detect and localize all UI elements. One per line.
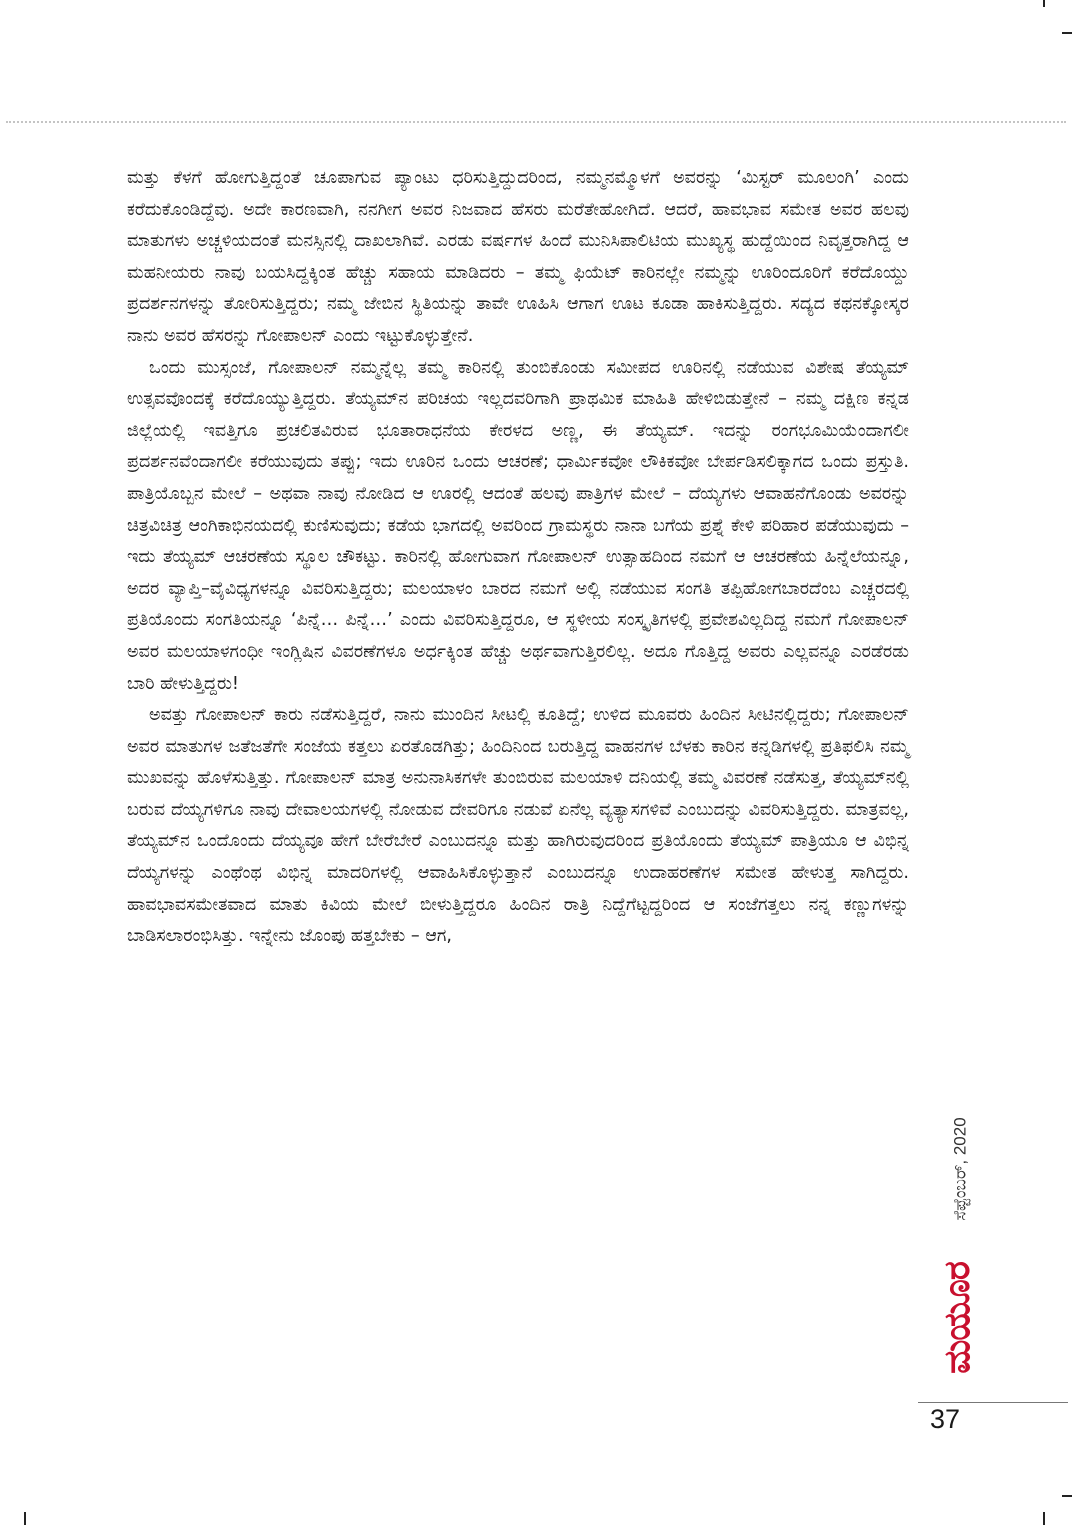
crop-mark-bottom-right — [1043, 1512, 1045, 1525]
crop-mark-bottom-left — [24, 1512, 26, 1525]
paragraph-1: ಮತ್ತು ಕೆಳಗೆ ಹೋಗುತ್ತಿದ್ದಂತೆ ಚೂಪಾಗುವ ಪ್ಯಾಂಟು ಧರಿಸುತ್ತಿದ್ದುದರಿಂದ, ನಮ್ಮನಮ್ಮೊಳಗೆ ಅವರನ್ನು ‘ಮಿಸ್ಟರ್ ಮೂಲಂಗಿ’ ಎಂದು ಕರೆದುಕೊಂಡಿದ್ದೆವು. ಅದೇ ಕಾರಣವಾಗಿ, ನನಗೀಗ ಅವರ ನಿಜವಾದ ಹೆಸರು ಮರೆತೇಹೋಗಿದೆ. ಆದರೆ, ಹಾವಭಾವ ಸಮೇತ ಅವರ ಹಲವು ಮಾತುಗಳು ಅಚ್ಚಳಿಯದಂತೆ ಮನಸ್ಸಿನಲ್ಲಿ ದಾಖಲಾಗಿವೆ. ಎರಡು ವರ್ಷಗಳ ಹಿಂದೆ ಮುನಿಸಿಪಾಲಿಟಿಯ ಮುಖ್ಯಸ್ಥ ಹುದ್ದೆಯಿಂದ ನಿವೃತ್ತರಾಗಿದ್ದ ಆ ಮಹನೀಯರು ನಾವು ಬಯಸಿದ್ದಕ್ಕಿಂತ ಹೆಚ್ಚು ಸಹಾಯ ಮಾಡಿದರು – ತಮ್ಮ ಫಿಯೆಟ್ ಕಾರಿನಲ್ಲೇ ನಮ್ಮನ್ನು ಊರಿಂದೂರಿಗೆ ಕರೆದೊಯ್ದು ಪ್ರದರ್ಶನಗಳನ್ನು ತೋರಿಸುತ್ತಿದ್ದರು; ನಮ್ಮ ಜೇಬಿನ ಸ್ಥಿತಿಯನ್ನು ತಾವೇ ಊಹಿಸಿ ಆಗಾಗ ಊಟ ಕೂಡಾ ಹಾಕಿಸುತ್ತಿದ್ದರು. ಸದ್ಯದ ಕಥನಕ್ಕೋಸ್ಕರ ನಾನು ಅವರ ಹೆಸರನ್ನು ಗೋಪಾಲನ್ ಎಂದು ಇಟ್ಟುಕೊಳ್ಳುತ್ತೇನೆ. — [127, 168, 909, 346]
magazine-logo-text: ಮಯೂರ — [937, 1262, 978, 1374]
crop-mark-top-right-h — [1062, 32, 1072, 34]
page-number-rule — [918, 1402, 1068, 1403]
page-number: 37 — [930, 1404, 961, 1434]
issue-date-text: ಸೆಪ್ಟೆಂಬರ್, 2020 — [951, 1117, 971, 1221]
header-dotted-rule — [6, 121, 1066, 123]
crop-mark-top-right — [1043, 0, 1045, 7]
paragraph-3: ಅವತ್ತು ಗೋಪಾಲನ್ ಕಾರು ನಡೆಸುತ್ತಿದ್ದರೆ, ನಾನು ಮುಂದಿನ ಸೀಟಲ್ಲಿ ಕೂತಿದ್ದೆ; ಉಳಿದ ಮೂವರು ಹಿಂದಿನ ಸೀಟಿನಲ್ಲಿದ್ದರು; ಗೋಪಾಲನ್ ಅವರ ಮಾತುಗಳ ಜತೆಜತೆಗೇ ಸಂಜೆಯ ಕತ್ತಲು ಏರತೊಡಗಿತ್ತು; ಹಿಂದಿನಿಂದ ಬರುತ್ತಿದ್ದ ವಾಹನಗಳ ಬೆಳಕು ಕಾರಿನ ಕನ್ನಡಿಗಳಲ್ಲಿ ಪ್ರತಿಫಲಿಸಿ ನಮ್ಮ ಮುಖವನ್ನು ಹೊಳೆಸುತ್ತಿತ್ತು. ಗೋಪಾಲನ್ ಮಾತ್ರ ಅನುನಾಸಿಕಗಳೇ ತುಂಬಿರುವ ಮಲಯಾಳಿ ದನಿಯಲ್ಲಿ ತಮ್ಮ ವಿವರಣೆ ನಡೆಸುತ್ತ, ತೆಯ್ಯಮ್‌ನಲ್ಲಿ ಬರುವ ದೆಯ್ಯಗಳಿಗೂ ನಾವು ದೇವಾಲಯಗಳಲ್ಲಿ ನೋಡುವ ದೇವರಿಗೂ ನಡುವೆ ಏನೆಲ್ಲ ವ್ಯತ್ಯಾಸಗಳಿವೆ ಎಂಬುದನ್ನು ವಿವರಿಸುತ್ತಿದ್ದರು. ಮಾತ್ರವಲ್ಲ, ತೆಯ್ಯಮ್‌ನ ಒಂದೊಂದು ದೆಯ್ಯವೂ ಹೇಗೆ ಬೇರೆಬೇರೆ ಎಂಬುದನ್ನೂ ಮತ್ತು ಹಾಗಿರುವುದರಿಂದ ಪ್ರತಿಯೊಂದು ತೆಯ್ಯಮ್ ಪಾತ್ರಿಯೂ ಆ ವಿಭಿನ್ನ ದೆಯ್ಯಗಳನ್ನು ಎಂಥೆಂಥ ವಿಭಿನ್ನ ಮಾದರಿಗಳಲ್ಲಿ ಆವಾಹಿಸಿಕೊಳ್ಳುತ್ತಾನೆ ಎಂಬುದನ್ನೂ ಉದಾಹರಣೆಗಳ ಸಮೇತ ಹೇಳುತ್ತ ಸಾಗಿದ್ದರು. ಹಾವಭಾವಸಮೇತವಾದ ಮಾತು ಕಿವಿಯ ಮೇಲೆ ಬೀಳುತ್ತಿದ್ದರೂ ಹಿಂದಿನ ರಾತ್ರಿ ನಿದ್ದೆಗೆಟ್ಟದ್ದರಿಂದ ಆ ಸಂಜೆಗತ್ತಲು ನನ್ನ ಕಣ್ಣುಗಳನ್ನು ಬಾಡಿಸಲಾರಂಭಿಸಿತ್ತು. ಇನ್ನೇನು ಜೊಂಪು ಹತ್ತಬೇಕು – ಆಗ, — [127, 705, 909, 947]
magazine-logo — [934, 1250, 982, 1386]
issue-date — [948, 1098, 974, 1240]
crop-mark-bottom-right-h — [1062, 1495, 1072, 1497]
paragraph-2: ಒಂದು ಮುಸ್ಸಂಜೆ, ಗೋಪಾಲನ್ ನಮ್ಮನ್ನೆಲ್ಲ ತಮ್ಮ ಕಾರಿನಲ್ಲಿ ತುಂಬಿಕೊಂಡು ಸಮೀಪದ ಊರಿನಲ್ಲಿ ನಡೆಯುವ ವಿಶೇಷ ತೆಯ್ಯಮ್ ಉತ್ಸವವೊಂದಕ್ಕೆ ಕರೆದೊಯ್ಯುತ್ತಿದ್ದರು. ತೆಯ್ಯಮ್‌ನ ಪರಿಚಯ ಇಲ್ಲದವರಿಗಾಗಿ ಪ್ರಾಥಮಿಕ ಮಾಹಿತಿ ಹೇಳಿಬಿಡುತ್ತೇನೆ – ನಮ್ಮ ದಕ್ಷಿಣ ಕನ್ನಡ ಜಿಲ್ಲೆಯಲ್ಲಿ ಇವತ್ತಿಗೂ ಪ್ರಚಲಿತವಿರುವ ಭೂತಾರಾಧನೆಯ ಕೇರಳದ ಅಣ್ಣ, ಈ ತೆಯ್ಯಮ್. ಇದನ್ನು ರಂಗಭೂಮಿಯೆಂದಾಗಲೀ ಪ್ರದರ್ಶನವೆಂದಾಗಲೀ ಕರೆಯುವುದು ತಪ್ಪು; ಇದು ಊರಿನ ಒಂದು ಆಚರಣೆ; ಧಾರ್ಮಿಕವೋ ಲೌಕಿಕವೋ ಬೇರ್ಪಡಿಸಲಿಕ್ಕಾಗದ ಒಂದು ಪ್ರಸ್ತುತಿ. ಪಾತ್ರಿಯೊಬ್ಬನ ಮೇಲೆ – ಅಥವಾ ನಾವು ನೋಡಿದ ಆ ಊರಲ್ಲಿ ಆದಂತೆ ಹಲವು ಪಾತ್ರಿಗಳ ಮೇಲೆ – ದೆಯ್ಯಗಳು ಆವಾಹನೆಗೊಂಡು ಅವರನ್ನು ಚಿತ್ರವಿಚಿತ್ರ ಆಂಗಿಕಾಭಿನಯದಲ್ಲಿ ಕುಣಿಸುವುದು; ಕಡೆಯ ಭಾಗದಲ್ಲಿ ಅವರಿಂದ ಗ್ರಾಮಸ್ಥರು ನಾನಾ ಬಗೆಯ ಪ್ರಶ್ನೆ ಕೇಳಿ ಪರಿಹಾರ ಪಡೆಯುವುದು – ಇದು ತೆಯ್ಯಮ್ ಆಚರಣೆಯ ಸ್ಥೂಲ ಚೌಕಟ್ಟು. ಕಾರಿನಲ್ಲಿ ಹೋಗುವಾಗ ಗೋಪಾಲನ್ ಉತ್ಸಾಹದಿಂದ ನಮಗೆ ಆ ಆಚರಣೆಯ ಹಿನ್ನೆಲೆಯನ್ನೂ, ಅದರ ವ್ಯಾಪ್ತಿ–ವೈವಿಧ್ಯಗಳನ್ನೂ ವಿವರಿಸುತ್ತಿದ್ದರು; ಮಲಯಾಳಂ ಬಾರದ ನಮಗೆ ಅಲ್ಲಿ ನಡೆಯುವ ಸಂಗತಿ ತಪ್ಪಿಹೋಗಬಾರದೆಂಬ ಎಚ್ಚರದಲ್ಲಿ ಪ್ರತಿಯೊಂದು ಸಂಗತಿಯನ್ನೂ ‘ಪಿನ್ನೆ… ಪಿನ್ನೆ…’ ಎಂದು ವಿವರಿಸುತ್ತಿದ್ದರೂ, ಆ ಸ್ಥಳೀಯ ಸಂಸ್ಕೃತಿಗಳಲ್ಲಿ ಪ್ರವೇಶವಿಲ್ಲದಿದ್ದ ನಮಗೆ ಗೋಪಾಲನ್ ಅವರ ಮಲಯಾಳಗಂಧೀ ಇಂಗ್ಲಿಷಿನ ವಿವರಣೆಗಳೂ ಅರ್ಧಕ್ಕಿಂತ ಹೆಚ್ಚು ಅರ್ಥವಾಗುತ್ತಿರಲಿಲ್ಲ. ಅದೂ ಗೊತ್ತಿದ್ದ ಅವರು ಎಲ್ಲವನ್ನೂ ಎರಡೆರಡು ಬಾರಿ ಹೇಳುತ್ತಿದ್ದರು! — [127, 357, 909, 694]
article-body — [127, 163, 909, 953]
